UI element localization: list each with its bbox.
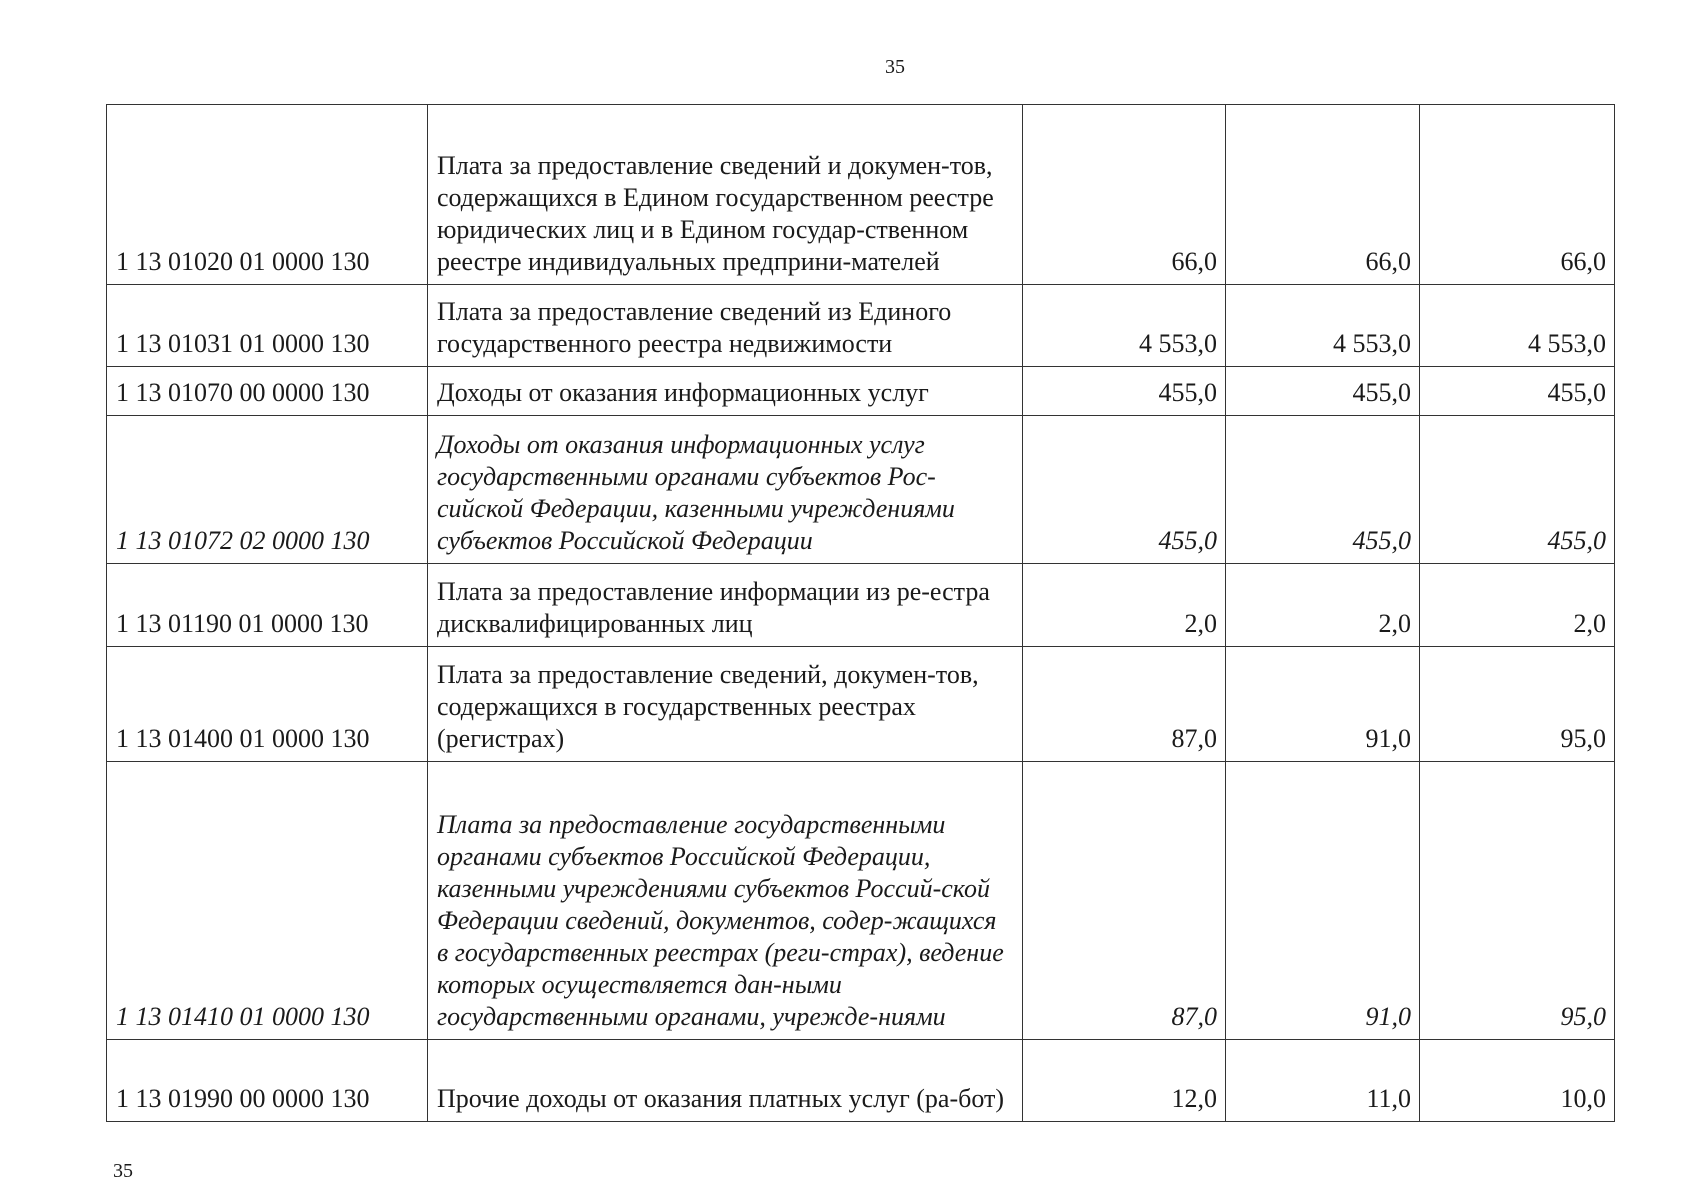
value-year-2: 455,0 bbox=[1226, 416, 1420, 564]
value-year-1: 4 553,0 bbox=[1023, 285, 1226, 367]
value-year-3: 95,0 bbox=[1420, 762, 1615, 1040]
table-row bbox=[107, 762, 1615, 1040]
value-year-1: 87,0 bbox=[1023, 762, 1226, 1040]
value-year-2: 11,0 bbox=[1226, 1040, 1420, 1122]
budget-code: 1 13 01190 01 0000 130 bbox=[107, 564, 428, 647]
value-year-1: 2,0 bbox=[1023, 564, 1226, 647]
page-number-top: 35 bbox=[885, 56, 905, 78]
revenue-table bbox=[106, 104, 1615, 1122]
budget-code: 1 13 01990 00 0000 130 bbox=[107, 1040, 428, 1122]
revenue-name: Доходы от оказания информационных услуг государственными органами субъектов Рос-сийской Федерации, казенными учреждениями субъектов Российской Федерации bbox=[428, 416, 1023, 564]
revenue-name: Плата за предоставление сведений из Единого государственного реестра недвижимости bbox=[428, 285, 1023, 367]
value-year-2: 91,0 bbox=[1226, 762, 1420, 1040]
table-row bbox=[107, 285, 1615, 367]
value-year-1: 66,0 bbox=[1023, 105, 1226, 285]
value-year-1: 455,0 bbox=[1023, 416, 1226, 564]
value-year-3: 4 553,0 bbox=[1420, 285, 1615, 367]
table-row bbox=[107, 105, 1615, 285]
value-year-1: 455,0 bbox=[1023, 367, 1226, 416]
value-year-2: 4 553,0 bbox=[1226, 285, 1420, 367]
value-year-2: 66,0 bbox=[1226, 105, 1420, 285]
budget-code: 1 13 01410 01 0000 130 bbox=[107, 762, 428, 1040]
budget-code: 1 13 01072 02 0000 130 bbox=[107, 416, 428, 564]
budget-code: 1 13 01031 01 0000 130 bbox=[107, 285, 428, 367]
value-year-1: 12,0 bbox=[1023, 1040, 1226, 1122]
table-row bbox=[107, 564, 1615, 647]
value-year-3: 10,0 bbox=[1420, 1040, 1615, 1122]
value-year-3: 455,0 bbox=[1420, 367, 1615, 416]
value-year-2: 91,0 bbox=[1226, 647, 1420, 762]
revenue-name: Плата за предоставление сведений и докумен-тов, содержащихся в Едином государственном реестре юридических лиц и в Едином государ-ственном реестре индивидуальных предприни-мателей bbox=[428, 105, 1023, 285]
value-year-2: 2,0 bbox=[1226, 564, 1420, 647]
revenue-name: Плата за предоставление информации из ре-естра дисквалифицированных лиц bbox=[428, 564, 1023, 647]
value-year-3: 455,0 bbox=[1420, 416, 1615, 564]
budget-code: 1 13 01400 01 0000 130 bbox=[107, 647, 428, 762]
budget-code: 1 13 01020 01 0000 130 bbox=[107, 105, 428, 285]
table-row bbox=[107, 647, 1615, 762]
value-year-3: 66,0 bbox=[1420, 105, 1615, 285]
value-year-1: 87,0 bbox=[1023, 647, 1226, 762]
revenue-name: Прочие доходы от оказания платных услуг (ра-бот) bbox=[428, 1040, 1023, 1122]
budget-code: 1 13 01070 00 0000 130 bbox=[107, 367, 428, 416]
page-number-bottom: 35 bbox=[113, 1160, 133, 1182]
value-year-3: 95,0 bbox=[1420, 647, 1615, 762]
table-row bbox=[107, 416, 1615, 564]
revenue-name: Плата за предоставление сведений, докумен-тов, содержащихся в государственных реестрах (регистрах) bbox=[428, 647, 1023, 762]
table-row bbox=[107, 1040, 1615, 1122]
value-year-3: 2,0 bbox=[1420, 564, 1615, 647]
value-year-2: 455,0 bbox=[1226, 367, 1420, 416]
table-row bbox=[107, 367, 1615, 416]
revenue-name: Плата за предоставление государственными органами субъектов Российской Федерации, казенными учреждениями субъектов Россий-ской Федерации сведений, документов, содер-жащихся в государственных реестрах (реги-страх), ведение которых осуществляется дан-ными государственными органами, учрежде-ниями bbox=[428, 762, 1023, 1040]
revenue-name: Доходы от оказания информационных услуг bbox=[428, 367, 1023, 416]
